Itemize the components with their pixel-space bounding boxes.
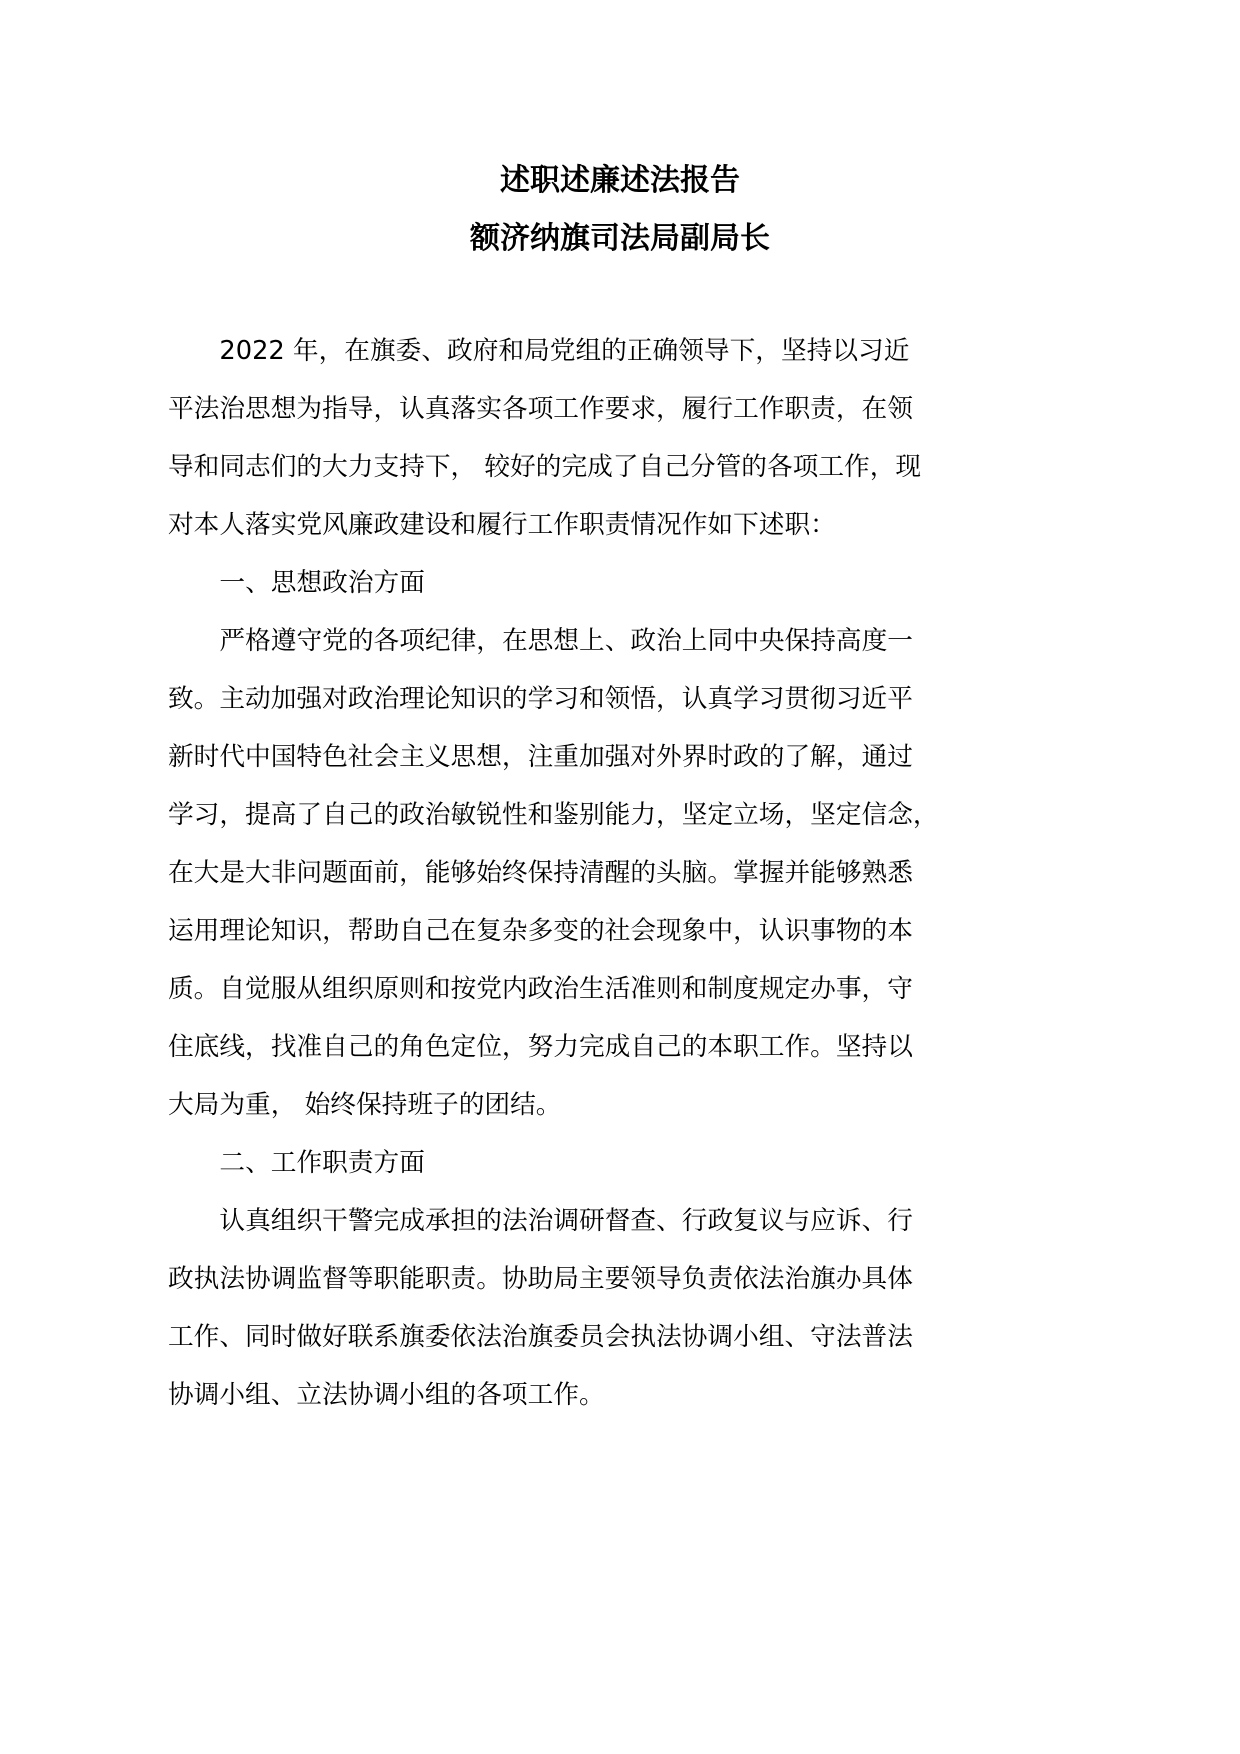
section-heading-duties: 二、工作职责方面 xyxy=(219,1148,425,1178)
text-line: 运用理论知识，帮助自己在复杂多变的社会现象中，认识事物的本 xyxy=(168,916,913,946)
intro-paragraph xyxy=(168,322,958,554)
text-line: 对本人落实党风廉政建设和履行工作职责情况作如下述职： xyxy=(168,510,836,540)
text-line: 大局为重， 始终保持班子的团结。 xyxy=(168,1090,562,1120)
section-heading-ideology: 一、思想政治方面 xyxy=(219,568,425,598)
text-line: 工作、同时做好联系旗委依法治旗委员会执法协调小组、守法普法 xyxy=(168,1322,913,1352)
document-body xyxy=(168,322,958,1424)
text-line: 政执法协调监督等职能职责。协助局主要领导负责依法治旗办具体 xyxy=(168,1264,913,1294)
text-line: 2022 年，在旗委、政府和局党组的正确领导下，坚持以习近 xyxy=(219,336,910,366)
document-subtitle: 额济纳旗司法局副局长 xyxy=(470,221,770,256)
text-line: 导和同志们的大力支持下， 较好的完成了自己分管的各项工作，现 xyxy=(168,452,922,482)
text-line: 质。自觉服从组织原则和按党内政治生活准则和制度规定办事，守 xyxy=(168,974,913,1004)
text-line: 严格遵守党的各项纪律，在思想上、政治上同中央保持高度一 xyxy=(219,626,913,656)
text-line: 在大是大非问题面前，能够始终保持清醒的头脑。掌握并能够熟悉 xyxy=(168,858,913,888)
text-line: 协调小组、立法协调小组的各项工作。 xyxy=(168,1380,605,1410)
text-line: 致。主动加强对政治理论知识的学习和领悟，认真学习贯彻习近平 xyxy=(168,684,913,714)
text-line: 平法治思想为指导，认真落实各项工作要求，履行工作职责，在领 xyxy=(168,394,913,424)
text-line: 学习，提高了自己的政治敏锐性和鉴别能力，坚定立场，坚定信念， xyxy=(168,800,939,830)
duties-paragraph xyxy=(168,1192,958,1424)
ideology-paragraph xyxy=(168,612,958,1134)
text-line: 新时代中国特色社会主义思想，注重加强对外界时政的了解，通过 xyxy=(168,742,913,772)
title-block xyxy=(0,152,1240,268)
text-line: 住底线，找准自己的角色定位，努力完成自己的本职工作。坚持以 xyxy=(168,1032,913,1062)
text-line: 认真组织干警完成承担的法治调研督查、行政复议与应诉、行 xyxy=(219,1206,913,1236)
document-title: 述职述廉述法报告 xyxy=(500,163,740,198)
